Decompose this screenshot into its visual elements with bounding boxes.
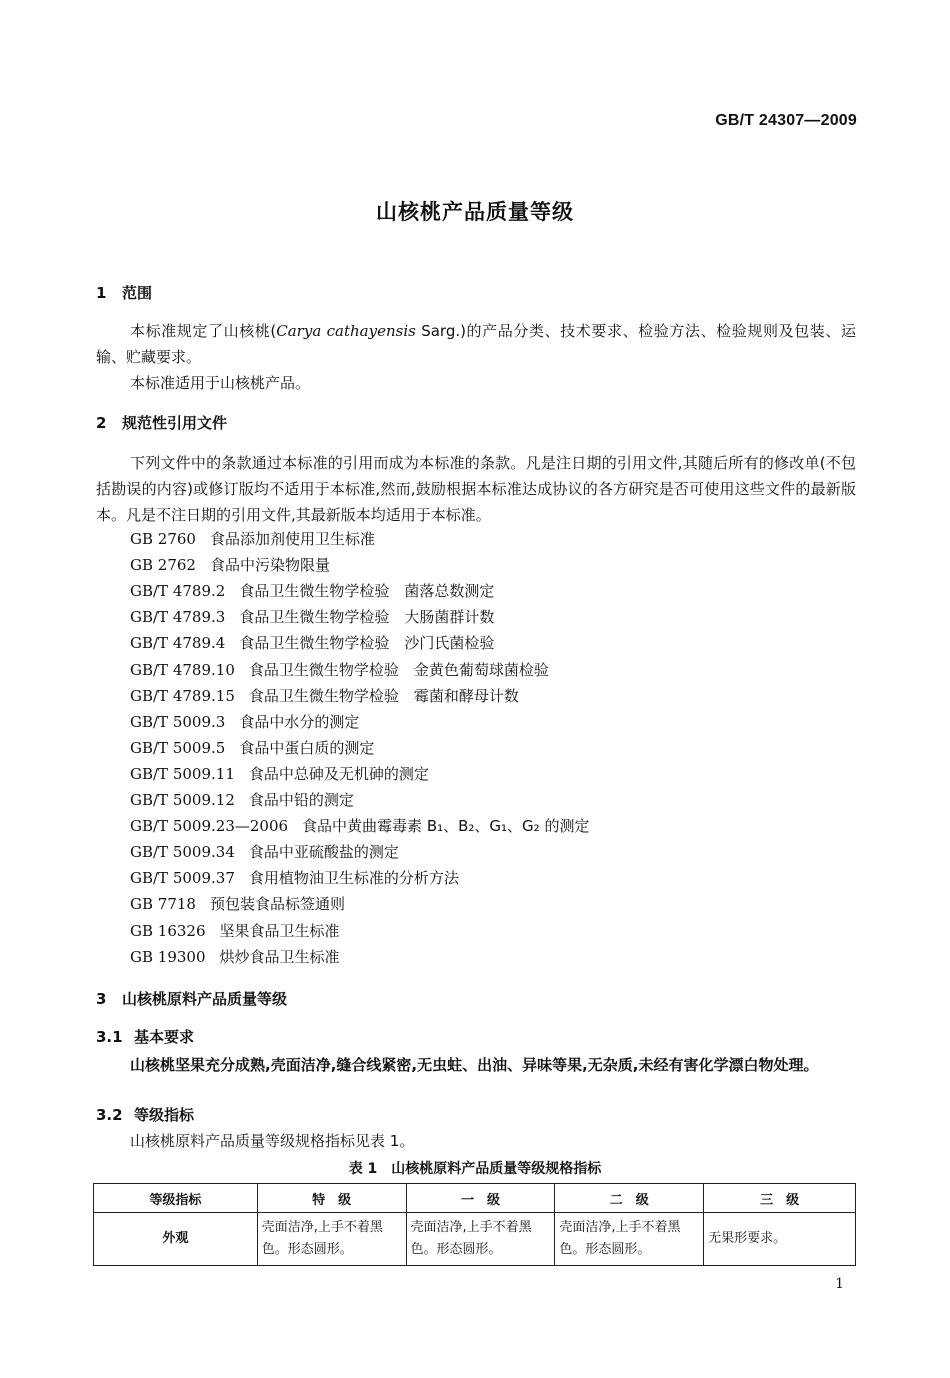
table-header-cell: 三 级: [704, 1184, 856, 1213]
reference-item: [130, 528, 375, 549]
table-header-cell: 一 级: [406, 1184, 555, 1213]
reference-title: 食品卫生微生物学检验 沙门氏菌检验: [239, 634, 495, 653]
table-row-label: 外观: [94, 1213, 258, 1266]
section-number: 2: [96, 414, 107, 432]
reference-item: [130, 763, 429, 784]
reference-title: 食品中铅的测定: [248, 791, 354, 809]
reference-code: GB/T 4789.10: [130, 660, 235, 679]
reference-item: [130, 841, 399, 862]
reference-item: [130, 815, 589, 836]
reference-title: 食品中蛋白质的测定: [239, 738, 375, 757]
reference-code: GB 2762: [130, 556, 196, 575]
reference-title: 坚果食品卫生标准: [219, 921, 340, 940]
reference-code: GB/T 5009.34: [130, 843, 235, 862]
section-number: 1: [96, 284, 107, 302]
reference-title: 食品中亚硫酸盐的测定: [248, 843, 399, 862]
reference-title: 食品中污染物限量: [209, 556, 330, 575]
normative-intro-paragraph: 下列文件中的条款通过本标准的引用而成为本标准的条款。凡是注日期的引用文件,其随后所有的修改单(不包括勘误的内容)或修订版均不适用于本标准,然而,鼓励根据本标准达成协议的各方研究是否可使用这些文件的最新版本。凡是不注日期的引用文件,其最新版本均适用于本标准。: [96, 454, 856, 524]
reference-code: GB/T 4789.2: [130, 582, 226, 601]
reference-code: GB/T 5009.11: [130, 764, 235, 783]
reference-item: [130, 606, 494, 627]
reference-code: GB/T 4789.3: [130, 608, 226, 627]
scope-applicability: 本标准适用于山核桃产品。: [130, 374, 311, 392]
reference-code: GB 2760: [130, 530, 196, 548]
reference-code: GB/T 5009.12: [130, 791, 235, 809]
reference-title: 食品卫生微生物学检验 霉菌和酵母计数: [248, 686, 519, 705]
reference-item: [130, 737, 374, 758]
section-number: 3.2: [96, 1106, 123, 1124]
reference-code: GB/T 5009.37: [130, 869, 235, 888]
section-2-heading: [96, 412, 227, 433]
reference-code: GB/T 4789.15: [130, 686, 235, 705]
section-1-heading: [96, 282, 152, 303]
document-title: 山核桃产品质量等级: [376, 200, 574, 224]
reference-item: [130, 711, 359, 732]
reference-title: 食用植物油卫生标准的分析方法: [248, 869, 459, 888]
reference-code: GB 19300: [130, 947, 206, 966]
table-cell: 无果形要求。: [704, 1213, 856, 1266]
latin-name: Carya cathayensis: [276, 322, 416, 340]
table-cell: 壳面洁净,上手不着黑色。形态圆形。: [257, 1213, 406, 1266]
reference-title: 食品卫生微生物学检验 金黄色葡萄球菌检验: [248, 660, 549, 679]
table-header-cell: 等级指标: [94, 1184, 258, 1213]
reference-title: 食品中总砷及无机砷的测定: [248, 764, 429, 783]
reference-code: GB/T 4789.4: [130, 634, 226, 653]
grade-spec-table: [93, 1183, 856, 1266]
table-header-cell: 二 级: [555, 1184, 704, 1213]
reference-code: GB/T 5009.3: [130, 712, 226, 731]
reference-title: 烘炒食品卫生标准: [219, 947, 340, 966]
section-title: 等级指标: [134, 1106, 195, 1124]
grade-index-paragraph: 山核桃原料产品质量等级规格指标见表 1。: [130, 1132, 415, 1150]
reference-code: GB 7718: [130, 895, 196, 914]
reference-item: [130, 789, 354, 810]
section-number: 3.1: [96, 1028, 123, 1046]
document-code: GB/T 24307—2009: [715, 112, 857, 129]
reference-item: [130, 685, 519, 706]
page-number: 1: [835, 1276, 844, 1292]
reference-title: 食品卫生微生物学检验 大肠菌群计数: [239, 608, 495, 627]
reference-title: 食品中水分的测定: [239, 712, 360, 731]
scope-paragraph: 本标准规定了山核桃(Carya cathayensis Sarg.)的产品分类、技术要求、检验方法、检验规则及包装、运输、贮藏要求。: [96, 322, 856, 366]
reference-code: GB/T 5009.5: [130, 738, 226, 757]
table-row: [94, 1213, 856, 1266]
reference-title: 食品卫生微生物学检验 菌落总数测定: [239, 582, 495, 601]
table-cell: 壳面洁净,上手不着黑色。形态圆形。: [406, 1213, 555, 1266]
reference-item: [130, 867, 459, 888]
reference-item: [130, 659, 549, 680]
table-cell: 壳面洁净,上手不着黑色。形态圆形。: [555, 1213, 704, 1266]
reference-item: [130, 893, 345, 914]
table-caption: 表 1 山核桃原料产品质量等级规格指标: [348, 1161, 602, 1177]
section-3-1-heading: [96, 1026, 194, 1047]
reference-item: [130, 580, 494, 601]
reference-title: 食品添加剂使用卫生标准: [209, 530, 375, 548]
table-header-row: [94, 1184, 856, 1213]
reference-code: GB/T 5009.23—2006: [130, 817, 289, 836]
basic-requirements-paragraph: 山核桃坚果充分成熟,壳面洁净,缝合线紧密,无虫蛀、出油、异味等果,无杂质,未经有害化学漂白物处理。: [130, 1056, 819, 1074]
reference-code: GB 16326: [130, 921, 206, 940]
reference-title: 预包装食品标签通则: [209, 895, 345, 914]
reference-item: [130, 946, 340, 967]
reference-item: [130, 632, 494, 653]
reference-title: 食品中黄曲霉毒素 B₁、B₂、G₁、G₂ 的测定: [302, 817, 590, 836]
section-3-heading: [96, 988, 287, 1009]
section-title: 山核桃原料产品质量等级: [122, 990, 288, 1008]
reference-item: [130, 554, 330, 575]
table-header-cell: 特 级: [257, 1184, 406, 1213]
section-title: 规范性引用文件: [122, 414, 228, 432]
section-3-2-heading: [96, 1104, 194, 1125]
section-number: 3: [96, 990, 107, 1008]
reference-item: [130, 920, 340, 941]
section-title: 范围: [122, 284, 153, 302]
section-title: 基本要求: [134, 1028, 195, 1046]
